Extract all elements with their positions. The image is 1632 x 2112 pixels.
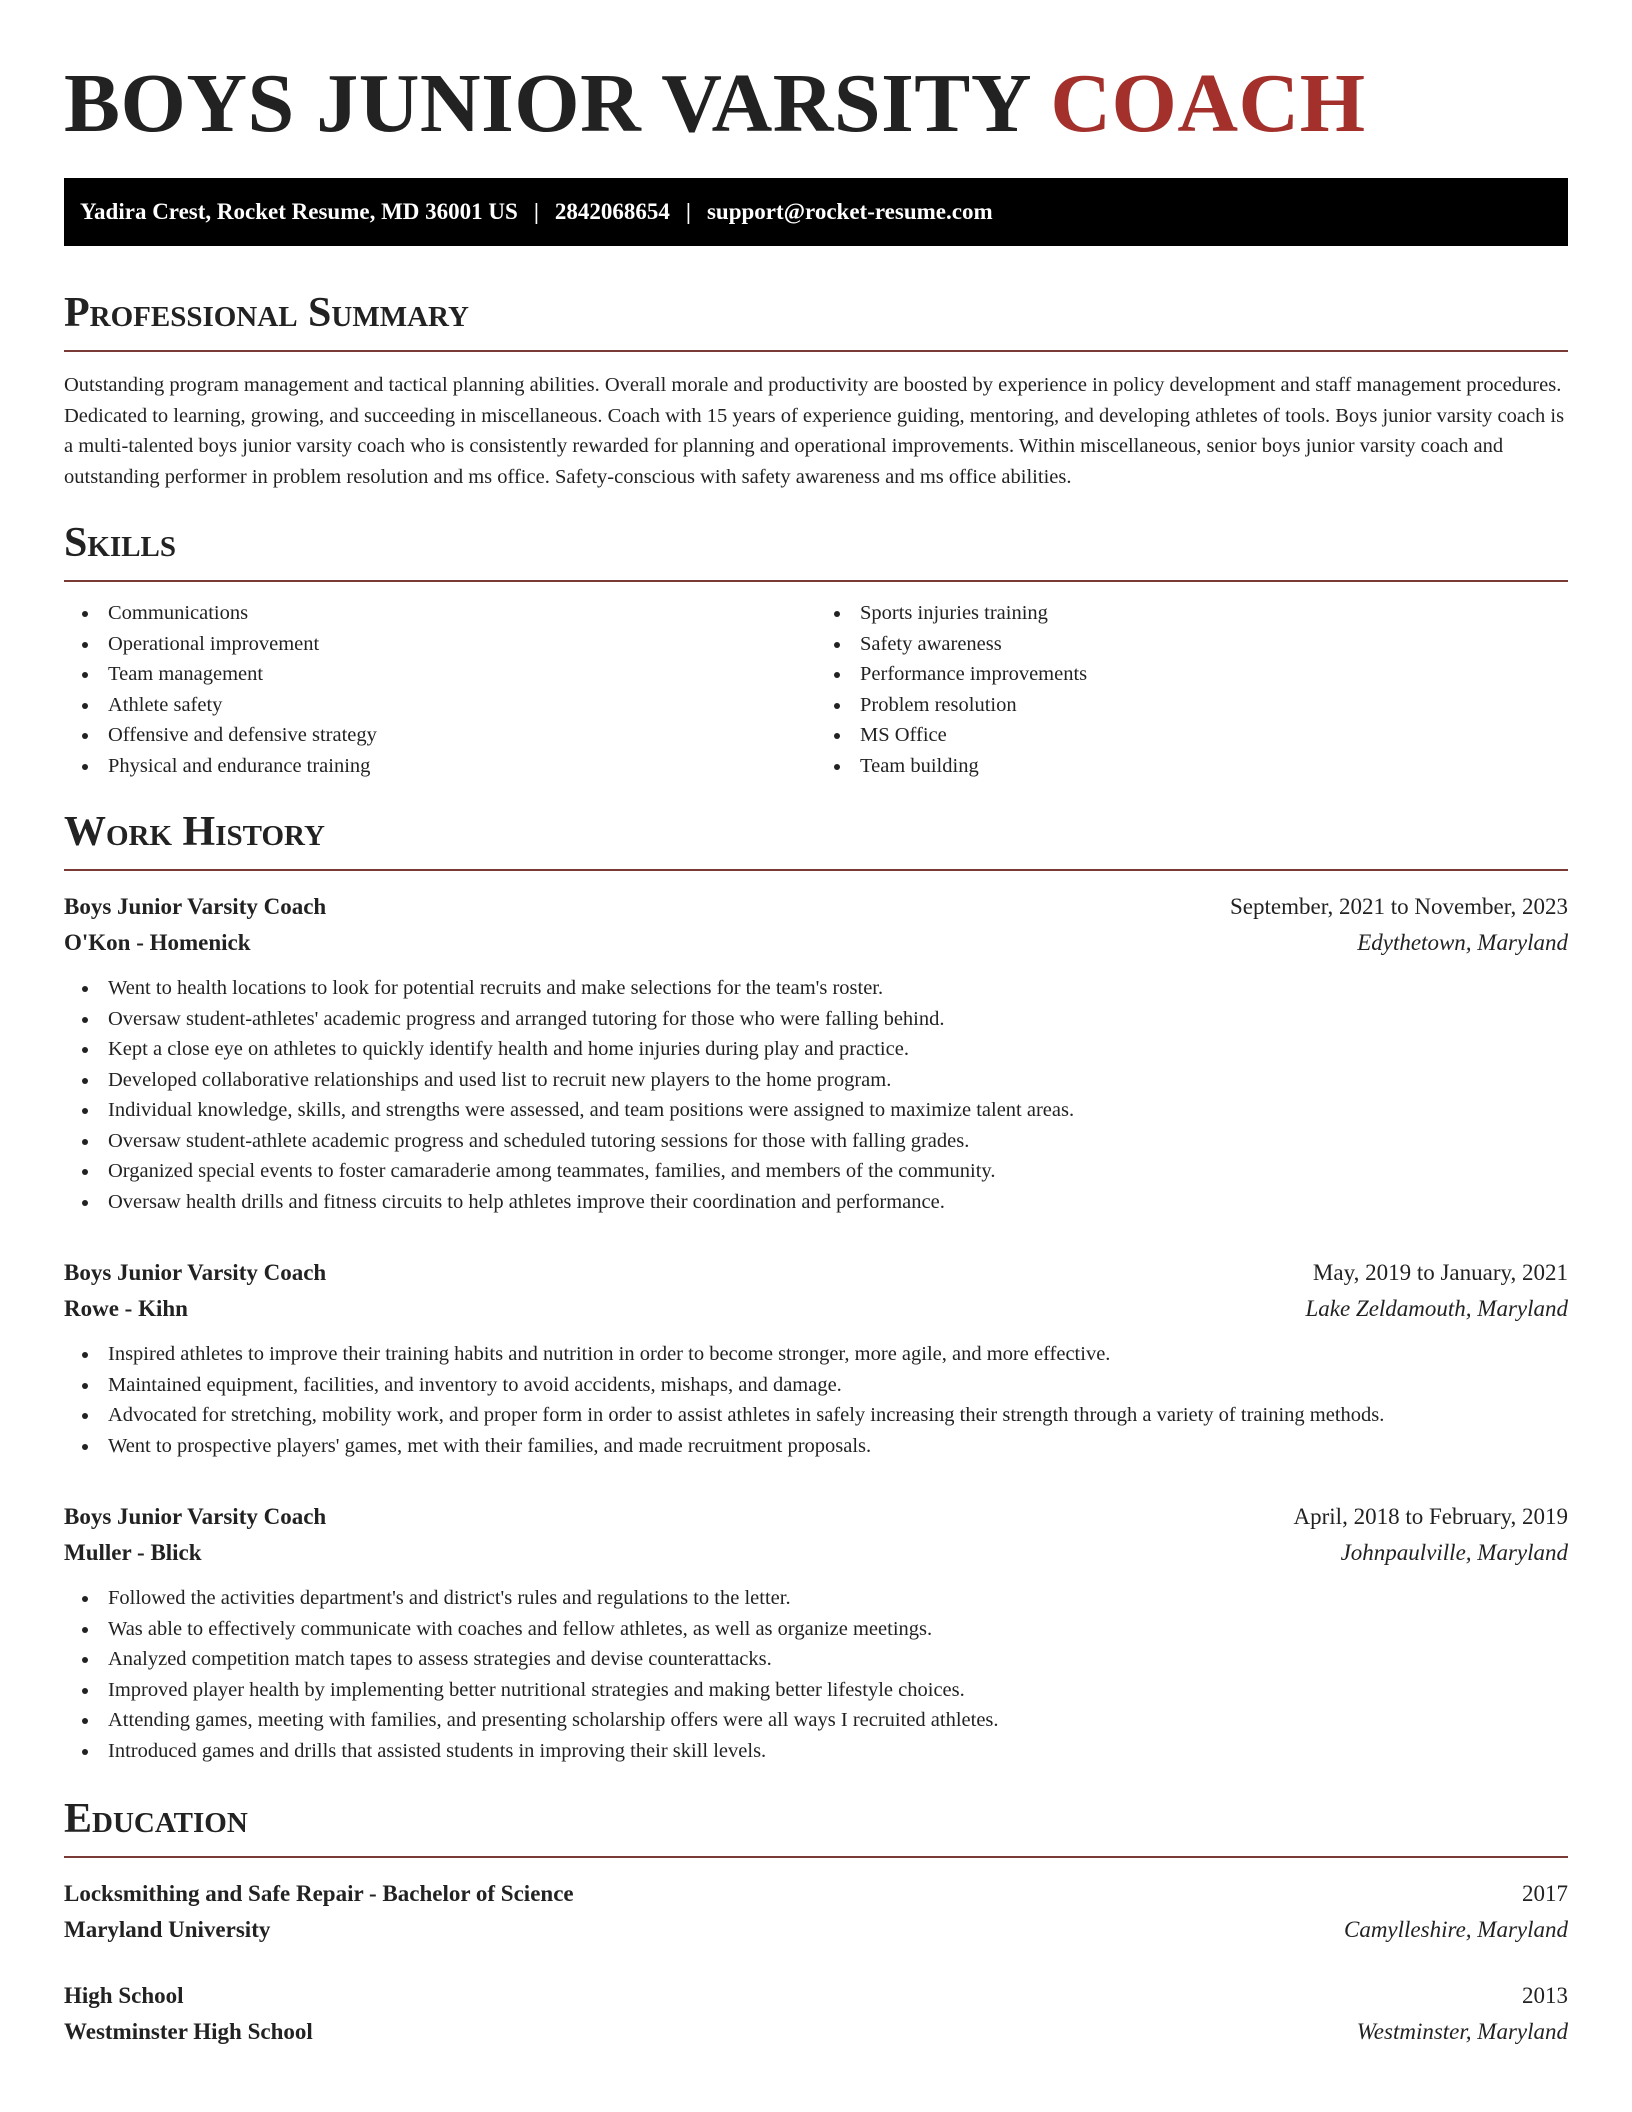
skill-item: Sports injuries training [816,598,1568,629]
job-dates: May, 2019 to January, 2021 [1312,1260,1568,1285]
job-bullet: Individual knowledge, skills, and strengths were assessed, and team positions were assigned to maximize talent areas. [64,1095,1568,1126]
work-history-heading: Work History [64,809,1568,871]
job-bullet: Attending games, meeting with families, and presenting scholarship offers were all ways I recruited athletes. [64,1705,1568,1736]
summary-text: Outstanding program management and tactical planning abilities. Overall morale and productivity are boosted by experience in policy development and staff management procedures. Dedicated to learning, growing, and succeeding in miscellaneous. Coach with 15 years of experience guiding, mentoring, and developing athletes of tools. Boys junior varsity coach is a multi-talented boys junior varsity coach who is consistently rewarded for planning and operational improvements. Within miscellaneous, senior boys junior varsity coach and outstanding performer in problem resolution and ms office. Safety-conscious with safety awareness and ms office abilities. [64,374,1565,488]
education-heading: Education [64,1796,1568,1858]
job-bullet: Went to health locations to look for potential recruits and make selections for the team's roster. [64,973,1568,1004]
contact-email: support@rocket-resume.com [706,199,993,224]
skill-item: Communications [64,598,816,629]
contact-separator: | [685,199,691,224]
job-header-row [64,889,1568,925]
job-entry [64,1255,1568,1461]
job-location: Lake Zeldamouth, Maryland [1305,1296,1568,1321]
education-location: Westminster, Maryland [1356,2019,1568,2044]
education-degree-row [64,1978,1568,2014]
job-dates: September, 2021 to November, 2023 [1230,894,1568,919]
skill-item: Team management [64,659,816,690]
education-degree: Locksmithing and Safe Repair - Bachelor of Science [64,1881,574,1906]
skill-item: Operational improvement [64,629,816,660]
education-year: 2017 [1522,1881,1568,1906]
contact-bar [64,178,1568,246]
education-section [64,1796,1568,2050]
job-bullet: Was able to effectively communicate with coaches and fellow athletes, as well as organize meetings. [64,1614,1568,1645]
skills-heading: Skills [64,520,1568,582]
job-bullet: Followed the activities department's and district's rules and regulations to the letter. [64,1583,1568,1614]
skill-item: Performance improvements [816,659,1568,690]
job-header-row [64,1255,1568,1291]
skill-item: MS Office [816,720,1568,751]
job-bullet: Oversaw student-athlete academic progress and scheduled tutoring sessions for those with falling grades. [64,1126,1568,1157]
job-dates: April, 2018 to February, 2019 [1293,1504,1568,1529]
job-bullet: Advocated for stretching, mobility work, and proper form in order to assist athletes in safely increasing their strength through a variety of training methods. [64,1400,1568,1431]
education-school: Maryland University [64,1917,271,1942]
title-accent: COACH [1050,57,1366,150]
job-bullets [64,1583,1568,1766]
skills-column-right [816,598,1568,781]
education-school: Westminster High School [64,2019,313,2044]
job-bullet: Oversaw student-athletes' academic progress and arranged tutoring for those who were falling behind. [64,1004,1568,1035]
education-location: Camylleshire, Maryland [1343,1917,1568,1942]
job-bullet: Organized special events to foster camaraderie among teammates, families, and members of the community. [64,1156,1568,1187]
summary-section [64,290,1568,492]
job-company: Rowe - Kihn [64,1296,188,1321]
job-header-row [64,1499,1568,1535]
skills-section [64,520,1568,781]
job-bullet: Went to prospective players' games, met with their families, and made recruitment proposals. [64,1431,1568,1462]
job-title: Boys Junior Varsity Coach [64,1504,327,1529]
job-entry [64,1499,1568,1766]
job-bullet: Inspired athletes to improve their training habits and nutrition in order to become stronger, more agile, and more effective. [64,1339,1568,1370]
job-title: Boys Junior Varsity Coach [64,894,327,919]
job-location: Edythetown, Maryland [1357,930,1568,955]
resume-title [64,58,1568,150]
job-bullet: Improved player health by implementing better nutritional strategies and making better lifestyle choices. [64,1675,1568,1706]
job-bullet: Introduced games and drills that assisted students in improving their skill levels. [64,1736,1568,1767]
contact-phone: 2842068654 [554,199,670,224]
education-school-row [64,2014,1568,2050]
work-history-section [64,809,1568,1766]
education-entry [64,1876,1568,1948]
job-bullets [64,1339,1568,1461]
education-entry [64,1978,1568,2050]
job-bullet: Maintained equipment, facilities, and inventory to avoid accidents, mishaps, and damage. [64,1370,1568,1401]
job-company: O'Kon - Homenick [64,930,251,955]
job-company-row [64,925,1568,961]
job-bullet: Kept a close eye on athletes to quickly identify health and home injuries during play and practice. [64,1034,1568,1065]
job-company-row [64,1535,1568,1571]
skill-item: Safety awareness [816,629,1568,660]
skill-item: Offensive and defensive strategy [64,720,816,751]
contact-separator: | [533,199,539,224]
job-bullet: Analyzed competition match tapes to assess strategies and devise counterattacks. [64,1644,1568,1675]
job-location: Johnpaulville, Maryland [1340,1540,1568,1565]
skill-item: Physical and endurance training [64,751,816,782]
skill-item: Team building [816,751,1568,782]
education-school-row [64,1912,1568,1948]
job-bullet: Developed collaborative relationships and used list to recruit new players to the home program. [64,1065,1568,1096]
job-bullet: Oversaw health drills and fitness circuits to help athletes improve their coordination and performance. [64,1187,1568,1218]
skill-item: Problem resolution [816,690,1568,721]
education-degree: High School [64,1983,184,2008]
skills-column-left [64,598,816,781]
job-title: Boys Junior Varsity Coach [64,1260,327,1285]
education-degree-row [64,1876,1568,1912]
job-bullets [64,973,1568,1217]
skill-item: Athlete safety [64,690,816,721]
contact-address: Yadira Crest, Rocket Resume, MD 36001 US [80,199,518,224]
job-company-row [64,1291,1568,1327]
job-company: Muller - Blick [64,1540,202,1565]
education-year: 2013 [1522,1983,1568,2008]
skills-list [64,598,1568,781]
summary-heading: Professional Summary [64,290,1568,352]
title-main: BOYS JUNIOR VARSITY [64,57,1029,150]
job-entry [64,889,1568,1217]
